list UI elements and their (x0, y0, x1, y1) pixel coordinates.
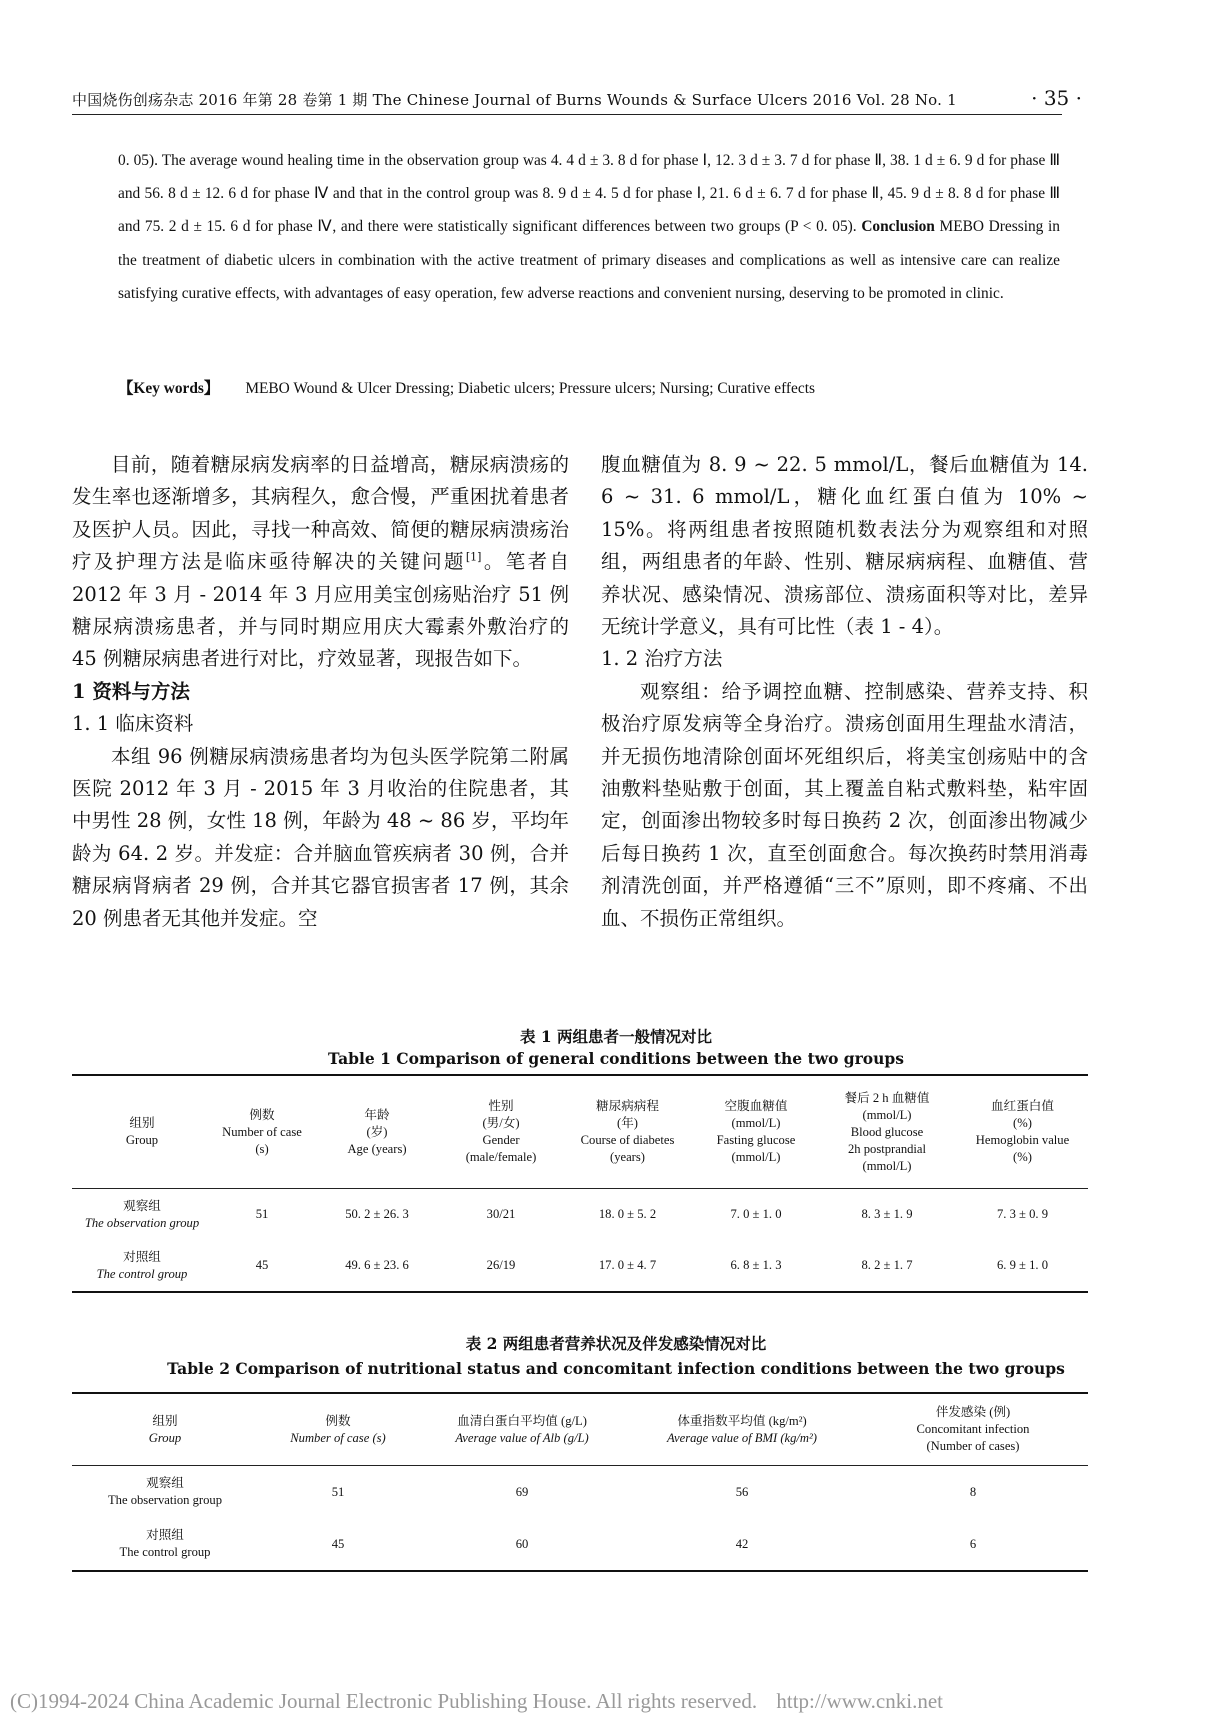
table-cell: 7. 3 ± 0. 9 (997, 1207, 1048, 1221)
copyright-footer (10, 1689, 1232, 1714)
table-header-row (72, 1393, 1088, 1466)
conclusion-text: MEBO Dressing in the treatment of diabetic ulcers in combination with the active treatment of primary diseases and complications as well as intensive care can realize satisfying curative effects, with advantages of easy operation, few adverse reactions and convenient nursing, deserving to be promoted in clinic. (118, 218, 1060, 302)
table-header-cell: 性别 (男/女) Gender (male/female) (465, 1099, 537, 1164)
abstract-block (118, 144, 1060, 310)
table-row (72, 1240, 1088, 1292)
header-rule (72, 114, 1062, 115)
table2 (72, 1392, 1088, 1572)
reference-marker: [1] (465, 550, 482, 564)
table-cell: 26/19 (486, 1258, 516, 1272)
table-cell: 8. 2 ± 1. 7 (861, 1258, 913, 1272)
table-cell: 60 (515, 1536, 529, 1551)
group-cell: 对照组 The control group (119, 1528, 211, 1559)
table-cell: 69 (515, 1484, 529, 1499)
table-header-cell: 空腹血糖值 (mmol/L) Fasting glucose (mmol/L) (716, 1099, 796, 1164)
table2-caption-en: Table 2 Comparison of nutritional status and concomitant infection conditions between the two groups (167, 1359, 1065, 1378)
table-row (72, 1518, 1088, 1571)
intro-text: 目前，随着糖尿病发病率的日益增高，糖尿病溃疡的发生率也逐渐增多，其病程久，愈合慢，严重困扰着患者及医护人员。因此，寻找一种高效、简便的糖尿病溃疡治疗及护理方法是临床亟待解决的关键问题 (72, 453, 569, 574)
table1-caption-en: Table 1 Comparison of general conditions between the two groups (328, 1049, 904, 1068)
section-heading: 1 资料与方法 (72, 679, 190, 703)
table-header-row (72, 1075, 1088, 1189)
keywords-label: 【Key words】 (118, 380, 220, 397)
group-cell: 观察组 The observation group (107, 1476, 222, 1507)
copyright-text: (C)1994-2024 China Academic Journal Electronic Publishing House. All rights reserved. (10, 1689, 758, 1713)
table-header-cell: 体重指数平均值 (kg/m²) Average value of BMI (kg/m²) (667, 1413, 817, 1445)
table-header-cell: 例数 Number of case (s) (222, 1107, 302, 1156)
table-header-cell: 血红蛋白值 (%) Hemoglobin value (%) (975, 1099, 1070, 1164)
table-cell: 8 (969, 1484, 977, 1499)
subsection-heading: 1. 2 治疗方法 (601, 647, 723, 671)
group-cell: 观察组 The observation group (84, 1198, 200, 1230)
abstract-results-text: 0. 05). The average wound healing time in the observation group was 4. 4 d ± 3. 8 d for phase Ⅰ, 12. 3 d ± 3. 7 d for phase Ⅱ, 38. 1 d ± 6. 9 d for phase Ⅲ and 56. 8 d ± 12. 6 d for phase Ⅳ and that in the control group was 8. 9 d ± 4. 5 d for phase Ⅰ, 21. 6 d ± 6. 7 d for phase Ⅱ, 45. 9 d ± 8. 8 d for phase Ⅲ and 75. 2 d ± 15. 6 d for phase Ⅳ, and there were statistically significant differences between two groups (P < 0. 05). (118, 152, 1060, 236)
intro-paragraph (72, 449, 569, 676)
table-cell: 7. 0 ± 1. 0 (730, 1207, 782, 1221)
table-cell: 45 (331, 1536, 345, 1551)
group-cell: 对照组 The control group (96, 1249, 188, 1281)
table-cell: 51 (331, 1484, 345, 1499)
table-cell: 8. 3 ± 1. 9 (861, 1207, 913, 1221)
clinical-data-paragraph-continued: 腹血糖值为 8. 9 ~ 22. 5 mmol/L，餐后血糖值为 14. 6 ~ 31. 6 mmol/L，糖化血红蛋白值为 10% ~ 15%。将两组患者按照随机数表法分为观察组和对照组，两组患者的年龄、性别、糖尿病病程、血糖值、营养状况、感染情况、溃疡部位、溃疡面积等对比，差异无统计学意义，具有可比性（表 1 - 4）。 (601, 453, 1088, 639)
table-cell: 51 (255, 1207, 269, 1221)
page-number: · 35 · (1031, 86, 1082, 110)
table-cell: 18. 0 ± 5. 2 (598, 1207, 657, 1221)
table-row (72, 1466, 1088, 1519)
left-column (72, 449, 569, 935)
table-header-cell: 糖尿病病程 (年) Course of diabetes (years) (580, 1099, 675, 1164)
running-head: 中国烧伤创疡杂志 2016 年第 28 卷第 1 期 The Chinese Journal of Burns Wounds & Surface Ulcers 2016 Vol. 28 No. 1 (72, 91, 957, 109)
table-cell: 56 (735, 1484, 749, 1499)
table1-caption-cn: 表 1 两组患者一般情况对比 (519, 1027, 713, 1046)
right-column (601, 449, 1088, 935)
table-cell: 49. 6 ± 23. 6 (345, 1258, 409, 1272)
table-cell: 45 (255, 1258, 269, 1272)
table-header-cell: 年龄 (岁) Age (years) (347, 1107, 407, 1156)
clinical-data-paragraph: 本组 96 例糖尿病溃疡患者均为包头医学院第二附属医院 2012 年 3 月 - 2015 年 3 月收治的住院患者，其中男性 28 例，女性 18 例，年龄为 48 ~ 86 岁，平均年龄为 64. 2 岁。并发症：合并脑血管疾病者 30 例，合并糖尿病肾病者 29 例，合并其它器官损害者 17 例，其余 20 例患者无其他并发症。空 (72, 744, 569, 930)
table-cell: 6. 8 ± 1. 3 (730, 1258, 782, 1272)
table-row (72, 1189, 1088, 1241)
keywords-block (118, 376, 1060, 398)
table-header-cell: 例数 Number of case (s) (290, 1413, 386, 1445)
table-header-cell: 血清白蛋白平均值 (g/L) Average value of Alb (g/L) (455, 1413, 589, 1445)
table2-caption-cn: 表 2 两组患者营养状况及伴发感染情况对比 (465, 1334, 767, 1353)
table-header-cell: 伴发感染 (例) Concomitant infection (Number of cases) (916, 1405, 1030, 1453)
table1 (72, 1074, 1088, 1293)
keywords-text: MEBO Wound & Ulcer Dressing; Diabetic ulcers; Pressure ulcers; Nursing; Curative effects (245, 380, 815, 397)
table-cell: 50. 2 ± 26. 3 (345, 1207, 409, 1221)
table-cell: 42 (735, 1536, 749, 1551)
table-header-cell: 组别 Group (125, 1116, 159, 1147)
table-header-cell: 组别 Group (148, 1413, 182, 1445)
table-header-cell: 餐后 2 h 血糖值 (mmol/L) Blood glucose 2h postprandial (mmol/L) (844, 1090, 930, 1173)
subsection-heading: 1. 1 临床资料 (72, 712, 194, 736)
intro-text-continued: 。笔者自 2012 年 3 月 - 2014 年 3 月应用美宝创疡贴治疗 51 例糖尿病溃疡患者，并与同时期应用庆大霉素外敷治疗的 45 例糖尿病患者进行对比，疗效显著，现报告如下。 (72, 550, 569, 671)
table-cell: 17. 0 ± 4. 7 (598, 1258, 657, 1272)
table-cell: 6 (969, 1536, 977, 1551)
table-cell: 30/21 (486, 1207, 516, 1221)
table-cell: 6. 9 ± 1. 0 (997, 1258, 1048, 1272)
footer-url: http://www.cnki.net (776, 1689, 943, 1713)
abstract-paragraph (118, 144, 1060, 310)
treatment-paragraph: 观察组：给予调控血糖、控制感染、营养支持、积极治疗原发病等全身治疗。溃疡创面用生理盐水清洁，并无损伤地清除创面坏死组织后，将美宝创疡贴中的含油敷料垫贴敷于创面，其上覆盖自粘式敷料垫，粘牢固定，创面渗出物较多时每日换药 2 次，创面渗出物减少后每日换药 1 次，直至创面愈合。每次换药时禁用消毒剂清洗创面，并严格遵循“三不”原则，即不疼痛、不出血、不损伤正常组织。 (601, 679, 1088, 930)
conclusion-label: Conclusion (861, 218, 935, 236)
